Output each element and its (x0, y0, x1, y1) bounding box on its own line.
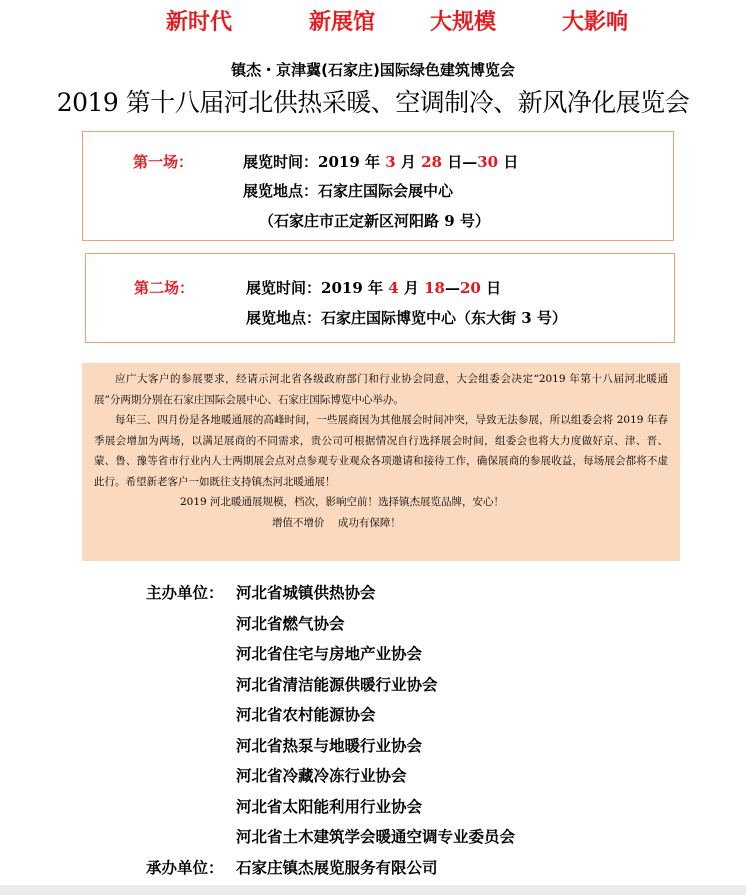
session-two-venue (246, 308, 567, 328)
notice-paragraph-1: 应广大客户的参展要求，经请示河北省各级政府部门和行业协会同意，大会组委会决定“2019 年第十八届河北暖通展”分两期分别在石家庄国际会展中心、石家庄国际博览中心举办。 (94, 373, 668, 406)
slogan-new-venue: 新展馆 (309, 10, 376, 35)
session-one-address: （石家庄市正定新区河阳路 9 号） (259, 212, 490, 230)
time-day-start: 28 (421, 153, 442, 171)
page-title: 2019 第十八届河北供热采暖、空调制冷、新风净化展览会 (56, 88, 690, 117)
host-label: 主办单位： (146, 584, 224, 602)
notice-tagline: 2019 河北暖通展规模，档次，影响空前！选择镇杰展览品牌，安心！ (180, 496, 505, 508)
session-two-time (246, 278, 501, 298)
host-item: 河北省热泵与地暖行业协会 (236, 737, 423, 755)
notice-panel (82, 363, 680, 561)
slogan-new-era: 新时代 (166, 10, 233, 35)
organizer-name: 石家庄镇杰展览服务有限公司 (236, 859, 438, 877)
session-one-venue (243, 181, 453, 201)
slogan-row (0, 8, 746, 40)
venue-label: 展览地点： (246, 309, 322, 327)
session-one-box (82, 131, 674, 241)
time-label: 展览时间： (243, 153, 319, 171)
time-day-end: 30 (477, 153, 499, 171)
time-month: 3 (385, 153, 396, 171)
time-day-unit: 日 (480, 279, 502, 297)
time-day-end: 20 (459, 279, 481, 297)
host-item: 河北省燃气协会 (236, 615, 345, 633)
notice-guarantee: 增值不增价 成功有保障！ (272, 516, 401, 529)
bottom-divider (0, 885, 746, 895)
time-day-unit: 日 (498, 153, 519, 171)
session-one-label: 第一场： (133, 153, 194, 171)
host-item: 河北省农村能源协会 (236, 706, 376, 724)
host-item: 河北省住宅与房地产业协会 (236, 645, 423, 663)
time-month-unit: 月 (398, 279, 425, 297)
venue-name: 石家庄国际博览中心（东大街 3 号） (321, 309, 567, 327)
page-subtitle: 镇杰・京津冀(石家庄)国际绿色建筑博览会 (231, 61, 515, 79)
slogan-big-impact: 大影响 (562, 10, 629, 35)
session-two-label: 第二场： (134, 279, 195, 297)
time-year: 2019 年 (318, 153, 386, 171)
time-day-start: 18 (424, 279, 445, 297)
organizer-label: 承办单位： (146, 859, 224, 877)
venue-label: 展览地点： (243, 182, 319, 200)
session-one-time (243, 152, 518, 172)
session-two-box (85, 253, 675, 343)
time-day-sep: 日— (441, 153, 478, 171)
venue-name: 石家庄国际会展中心 (318, 182, 454, 200)
time-year: 2019 年 (321, 279, 389, 297)
time-month-unit: 月 (395, 153, 422, 171)
host-item: 河北省城镇供热协会 (236, 584, 376, 602)
time-label: 展览时间： (246, 279, 322, 297)
host-item: 河北省冷藏冷冻行业协会 (236, 767, 407, 785)
slogan-large-scale: 大规模 (430, 10, 497, 35)
host-item: 河北省太阳能利用行业协会 (236, 798, 423, 816)
time-day-sep: — (444, 279, 460, 297)
notice-paragraph-2: 每年三、四月份是各地暖通展的高峰时间，一些展商因为其他展会时间冲突，导致无法参展，所以组委会将 2019 年春季展会增加为两场，以满足展商的不同需求，贵公司可根据情况自行选择展会时间，组委会也将大力度做好京、津、晋、蒙、鲁、豫等省市行业内人士两期展会点对点参观专业观众各项邀请和接待工作，确保展商的参展收益，每场展会都将不虚此行。希望新老客户一如既往支持镇杰河北暖通展！ (94, 414, 668, 488)
host-item: 河北省土木建筑学会暖通空调专业委员会 (236, 828, 516, 846)
host-item: 河北省清洁能源供暖行业协会 (236, 676, 438, 694)
time-month: 4 (388, 279, 399, 297)
